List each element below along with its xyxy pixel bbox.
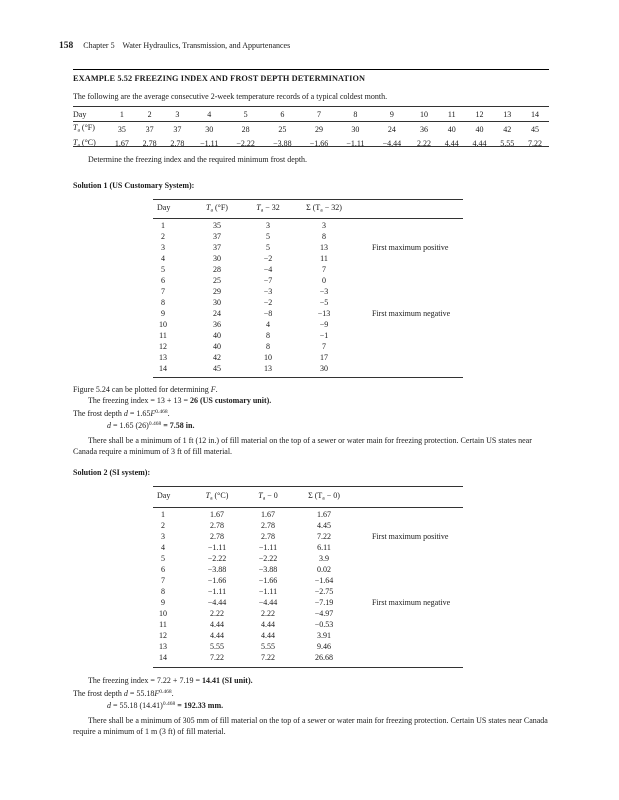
day-header: Day (73, 110, 87, 119)
sol1-cell: 8 (266, 342, 270, 351)
sol2-cell: −1.64 (314, 576, 334, 585)
example-title: EXAMPLE 5.52 FREEZING INDEX AND FROST DEPTH DETERMINATION (73, 74, 366, 83)
sol1-cell: 13 (159, 353, 167, 362)
sol2-cell: 7.22 (261, 653, 275, 662)
sol1-table-body (153, 221, 463, 375)
sol2-cell: 2.78 (210, 532, 224, 541)
sol1-cell: 13 (264, 364, 272, 373)
day-cell: 7 (317, 110, 322, 119)
temp-cell: −1.11 (200, 139, 219, 149)
sol2-cell: 1.67 (261, 510, 275, 519)
temp-cell: 42 (503, 124, 512, 134)
sol2-cell: −1.66 (258, 576, 278, 585)
sol2-cell: 4.44 (210, 631, 224, 640)
fahrenheit-label: $T_a$ (°F) (73, 123, 95, 134)
celsius-row (73, 137, 549, 152)
sol1-cell: 29 (213, 287, 221, 296)
sol1-table-bottom-rule (153, 377, 463, 378)
sol1-cell: 17 (320, 353, 328, 362)
sol1-cell: 7 (322, 265, 326, 274)
sol1-cell: 40 (213, 331, 221, 340)
sol2-table-header (153, 491, 463, 505)
sol2-cell: 2.22 (210, 609, 224, 618)
sol1-cell: 8 (266, 331, 270, 340)
sol2-cell: 1.67 (317, 510, 331, 519)
sol1-cell: 7 (322, 342, 326, 351)
sol1-cell: 6 (161, 276, 165, 285)
sol1-cell: −1 (319, 331, 329, 340)
example-top-rule (73, 69, 549, 70)
sol2-cell: 11 (159, 620, 167, 629)
celsius-label: $T_a$ (°C) (73, 137, 96, 148)
sol2-cell: −7.19 (314, 598, 334, 607)
day-cell: 8 (353, 110, 358, 119)
sol2-cell: −3.88 (207, 565, 227, 574)
temp-cell: 28 (241, 124, 250, 134)
temperature-table (73, 107, 549, 151)
sol1-cell: −8 (263, 309, 273, 318)
sol2-cell: 2.78 (210, 521, 224, 530)
sol2-cell: −2.75 (314, 587, 334, 596)
sol2-cell: 1.67 (210, 510, 224, 519)
sol2-cell: 2.78 (261, 532, 275, 541)
sol1-cell: 2 (161, 232, 165, 241)
temp-cell: 1.67 (114, 139, 129, 149)
sol2-cell: 4.44 (261, 631, 275, 640)
day-cell: 2 (147, 110, 152, 119)
sol1-cell: 13 (320, 243, 328, 252)
sol2-cell: 2.78 (261, 521, 275, 530)
sol1-cell: 11 (159, 331, 167, 340)
temp-cell: 37 (145, 124, 154, 134)
sol2-cell: 1 (161, 510, 165, 519)
sol2-table-header-rule (153, 507, 463, 508)
sol1-cell: −3 (263, 287, 273, 296)
sol1-cell: 30 (320, 364, 328, 373)
temp-cell: 4.44 (472, 139, 487, 149)
sol2-cell: 7.22 (317, 532, 331, 541)
temp-cell: 5.55 (500, 139, 515, 149)
sol2-cell: 12 (159, 631, 167, 640)
temp-cell: −1.11 (346, 139, 365, 149)
sol2-cell: 4.44 (210, 620, 224, 629)
temp-cell: −1.66 (309, 139, 329, 149)
sol2-cell: 5.55 (210, 642, 224, 651)
solution2-title: Solution 2 (SI system): (73, 468, 151, 477)
temp-cell: 40 (475, 124, 484, 134)
sol1-frost-depth-formula: The frost depth $d = 1.65F^{0.468}$. (73, 409, 170, 418)
sol1-cell: −5 (319, 298, 329, 307)
sol1-frost-depth-calc: d = 1.65 $(26)^{0.468} = 7.58$ in. (107, 421, 195, 430)
temp-cell: 24 (387, 124, 396, 134)
day-cell: 6 (280, 110, 285, 119)
sol2-note: First maximum positive (372, 532, 449, 541)
day-cell: 14 (531, 110, 540, 119)
temp-cell: −2.22 (236, 139, 255, 149)
sol2-col-ta: $T_a$ (°C) (205, 491, 229, 502)
sol1-table-header (153, 203, 463, 217)
sol2-cell: 4.44 (261, 620, 275, 629)
sol2-cell: 3 (161, 532, 165, 541)
sol2-cell: 26.68 (315, 653, 333, 662)
sol1-cell: 30 (213, 254, 221, 263)
chapter-title: Water Hydraulics, Transmission, and Appurtenances (122, 41, 291, 50)
temp-table-header-row (73, 107, 549, 122)
sol1-cell: 7 (161, 287, 165, 296)
sol1-cell: 5 (266, 232, 270, 241)
sol1-cell: 42 (213, 353, 221, 362)
temp-cell: 36 (420, 124, 429, 134)
running-header (59, 41, 290, 51)
sol1-cell: 5 (161, 265, 165, 274)
sol1-figure-note: Figure 5.24 can be plotted for determining F. (73, 385, 218, 394)
day-cell: 9 (389, 110, 394, 119)
sol2-cell: 2.22 (261, 609, 275, 618)
sol2-cell: 5 (161, 554, 165, 563)
sol1-cell: 28 (213, 265, 221, 274)
sol2-cell: 3.91 (317, 631, 331, 640)
sol1-table-top-rule (153, 199, 463, 200)
sol2-col-ta-minus: $T_a - 0$ (258, 491, 278, 502)
fahrenheit-row (73, 122, 549, 137)
sol1-freezing-index: The freezing index = 13 + 13 = 26 (US customary unit). (88, 396, 272, 405)
temp-cell: 25 (278, 124, 287, 134)
day-cell: 13 (503, 110, 512, 119)
sol1-cell: −2 (263, 254, 273, 263)
sol1-col-day: Day (157, 203, 171, 212)
sol2-cell: −1.11 (258, 543, 278, 552)
sol2-cell: 4.45 (317, 521, 331, 530)
sol2-cell: 14 (159, 653, 167, 662)
sol2-cell: −4.44 (258, 598, 278, 607)
sol1-note: First maximum negative (372, 309, 451, 318)
sol1-cell: 5 (266, 243, 270, 252)
temp-cell: 30 (351, 124, 360, 134)
sol2-cell: −1.66 (207, 576, 227, 585)
temp-table-header-rule (73, 121, 549, 122)
sol1-cell: 24 (213, 309, 221, 318)
solution1-title: Solution 1 (US Customary System): (73, 181, 195, 190)
sol2-cell: −0.53 (314, 620, 334, 629)
sol1-cell: 10 (264, 353, 272, 362)
example-description: The following are the average consecutive 2-week temperature records of a typical coldest month. (73, 92, 388, 101)
sol1-cell: 4 (266, 320, 270, 329)
sol1-cell: 25 (213, 276, 221, 285)
day-cell: 3 (175, 110, 180, 119)
day-cell: 10 (420, 110, 429, 119)
temp-cell: 37 (173, 124, 182, 134)
sol2-frost-depth-formula: The frost depth $d = 55.18F^{0.468}$. (73, 689, 174, 698)
sol2-col-day: Day (157, 491, 171, 500)
temp-cell: 40 (447, 124, 456, 134)
chapter-label: Chapter 5 (83, 41, 115, 50)
sol1-cell: 40 (213, 342, 221, 351)
sol1-cell: 9 (161, 309, 165, 318)
sol1-col-sum: Σ $(T_a - 32)$ (306, 203, 342, 214)
sol1-col-ta-minus: $T_a - 32$ (256, 203, 280, 214)
temp-cell: −3.88 (273, 139, 292, 149)
sol2-cell: 6.11 (317, 543, 331, 552)
sol2-cell: −2.22 (258, 554, 278, 563)
sol2-cell: 13 (159, 642, 167, 651)
sol1-cell: 3 (266, 221, 270, 230)
sol1-cell: 30 (213, 298, 221, 307)
sol1-cell: 14 (159, 364, 167, 373)
sol2-table-bottom-rule (153, 667, 463, 668)
sol1-cell: 37 (213, 232, 221, 241)
sol2-cell: 8 (161, 587, 165, 596)
temp-cell: 2.22 (417, 139, 432, 149)
sol2-frost-depth-calc: d = 55.18 $(14.41)^{0.468} = 192.33$ mm. (107, 701, 224, 710)
day-cell: 4 (207, 110, 212, 119)
temp-cell: 45 (531, 124, 540, 134)
day-cell: 12 (475, 110, 484, 119)
sol1-note: First maximum positive (372, 243, 449, 252)
sol1-cell: 1 (161, 221, 165, 230)
sol2-cell: −1.11 (207, 543, 227, 552)
sol2-col-sum: Σ $(T_a - 0)$ (308, 491, 340, 502)
sol2-cell: 4 (161, 543, 165, 552)
temp-cell: 30 (205, 124, 214, 134)
sol2-cell: 6 (161, 565, 165, 574)
sol1-table-header-rule (153, 218, 463, 219)
sol1-cell: −9 (319, 320, 329, 329)
temp-cell: 4.44 (444, 139, 459, 149)
day-cell: 5 (243, 110, 248, 119)
sol2-cell: −4.44 (207, 598, 227, 607)
sol1-cell: 3 (161, 243, 165, 252)
temp-table-bottom-rule (73, 146, 549, 147)
sol1-cell: 10 (159, 320, 167, 329)
sol1-cell: 0 (322, 276, 326, 285)
sol1-cell: −2 (263, 298, 273, 307)
temp-cell: 2.78 (170, 139, 185, 149)
temp-cell: 35 (117, 124, 126, 134)
sol2-freezing-index: The freezing index = 7.22 + 7.19 = 14.41 (SI unit). (88, 676, 253, 685)
sol2-note: First maximum negative (372, 598, 451, 607)
day-cell: 1 (119, 110, 124, 119)
sol2-cell: −3.88 (258, 565, 278, 574)
sol1-cell: 12 (159, 342, 167, 351)
sol1-cell: −4 (263, 265, 273, 274)
page-number: 158 (59, 41, 74, 51)
task-statement: Determine the freezing index and the required minimum frost depth. (88, 155, 308, 164)
sol2-cell: 5.55 (261, 642, 275, 651)
sol1-cell: −13 (317, 309, 331, 318)
sol1-cell: 8 (161, 298, 165, 307)
sol1-cell: 36 (213, 320, 221, 329)
sol2-cell: 9 (161, 598, 165, 607)
temp-cell: −4.44 (382, 139, 402, 149)
sol1-cell: 45 (213, 364, 221, 373)
sol1-cell: 3 (322, 221, 326, 230)
sol2-cell: 7 (161, 576, 165, 585)
sol2-cell: 3.9 (319, 554, 329, 563)
sol1-cell: 35 (213, 221, 221, 230)
temp-cell: 2.78 (142, 139, 157, 149)
sol2-table-top-rule (153, 486, 463, 487)
sol2-cell: 7.22 (210, 653, 224, 662)
sol1-cell: 4 (161, 254, 165, 263)
sol2-cell: −2.22 (207, 554, 227, 563)
sol2-cell: −1.11 (258, 587, 278, 596)
temp-cell: 29 (315, 124, 324, 134)
sol2-cell: 10 (159, 609, 167, 618)
sol1-cell: 8 (322, 232, 326, 241)
sol2-cell: −1.11 (207, 587, 227, 596)
day-cell: 11 (447, 110, 456, 119)
sol2-cell: 9.46 (317, 642, 331, 651)
temp-cell: 7.22 (528, 139, 543, 149)
sol1-cell: 37 (213, 243, 221, 252)
sol1-cell: −3 (319, 287, 329, 296)
sol2-cell: 0.02 (317, 565, 331, 574)
sol2-cell: 2 (161, 521, 165, 530)
sol2-table-body (153, 510, 463, 664)
sol1-requirement: There shall be a minimum of 1 ft (12 in.) of fill material on the top of a sewer or water main for freezing protection. Certain US states near Canada require a minimum of 3 ft of fill material. (73, 436, 532, 456)
sol1-cell: 11 (320, 254, 328, 263)
sol2-cell: −4.97 (314, 609, 334, 618)
sol1-cell: −7 (263, 276, 273, 285)
sol1-col-ta: $T_a$ (°F) (206, 203, 228, 214)
sol2-requirement: There shall be a minimum of 305 mm of fill material on the top of a sewer or water main for freezing protection. Certain US states near Canada require a minimum of 1 m (3 ft) of fill material. (73, 716, 548, 736)
